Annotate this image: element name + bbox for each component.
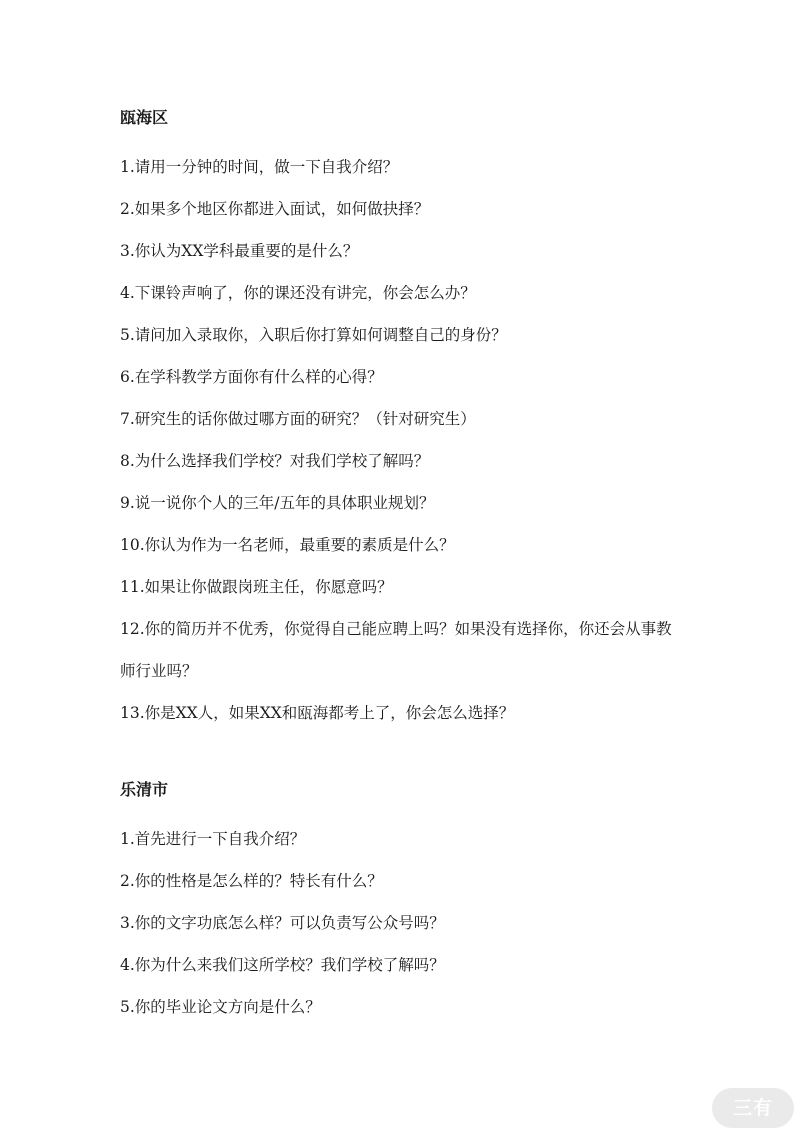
question-item: 11.如果让你做跟岗班主任，你愿意吗？ xyxy=(120,578,393,596)
question-list xyxy=(120,146,700,734)
question-item: 1.请用一分钟的时间，做一下自我介绍？ xyxy=(120,158,399,176)
section-title: 瓯海区 xyxy=(120,108,169,127)
question-item: 4.下课铃声响了，你的课还没有讲完，你会怎么办？ xyxy=(120,284,476,302)
question-item: 12.你的简历并不优秀，你觉得自己能应聘上吗？如果没有选择你，你还会从事教师行业吗？ xyxy=(120,620,672,680)
question-item: 10.你认为作为一名老师，最重要的素质是什么？ xyxy=(120,536,455,554)
section-ouhai xyxy=(120,104,700,734)
question-item: 5.你的毕业论文方向是什么？ xyxy=(120,998,321,1016)
question-item: 13.你是XX人，如果XX和瓯海都考上了，你会怎么选择？ xyxy=(120,704,515,722)
question-item: 9.说一说你个人的三年/五年的具体职业规划？ xyxy=(120,494,435,512)
question-item: 3.你认为XX学科最重要的是什么？ xyxy=(120,242,359,260)
section-title: 乐清市 xyxy=(120,780,169,799)
question-item: 4.你为什么来我们这所学校？我们学校了解吗？ xyxy=(120,956,445,974)
question-item: 1.首先进行一下自我介绍？ xyxy=(120,830,306,848)
question-item: 6.在学科教学方面你有什么样的心得？ xyxy=(120,368,383,386)
question-item: 2.如果多个地区你都进入面试，如何做抉择？ xyxy=(120,200,430,218)
watermark-logo: 三有 xyxy=(712,1088,794,1128)
question-item: 8.为什么选择我们学校？对我们学校了解吗？ xyxy=(120,452,430,470)
question-item: 2.你的性格是怎么样的？特长有什么？ xyxy=(120,872,383,890)
question-item: 7.研究生的话你做过哪方面的研究？（针对研究生） xyxy=(120,410,476,428)
question-item: 3.你的文字功底怎么样？可以负责写公众号吗？ xyxy=(120,914,445,932)
question-item: 5.请问加入录取你，入职后你打算如何调整自己的身份？ xyxy=(120,326,507,344)
section-yueqing xyxy=(120,776,700,1028)
question-list xyxy=(120,818,700,1028)
